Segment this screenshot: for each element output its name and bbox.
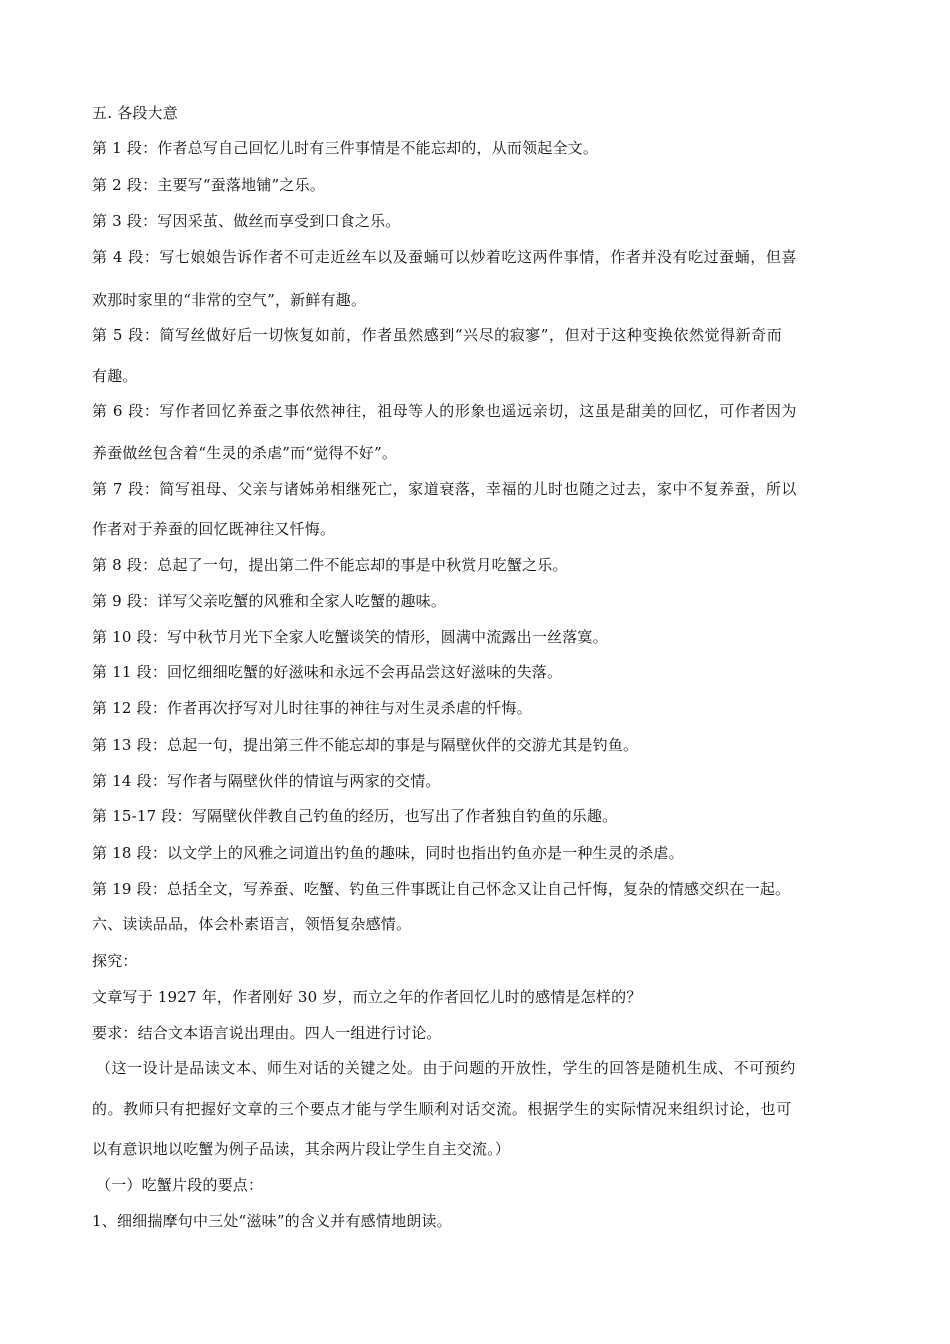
paragraph-summary-18: 第 18 段：以文学上的风雅之词道出钓鱼的趣味，同时也指出钓鱼亦是一种生灵的杀虐。 [92, 844, 684, 862]
paragraph-summary-8: 第 8 段：总起了一句，提出第二件不能忘却的事是中秋赏月吃蟹之乐。 [92, 556, 568, 574]
teaching-note-line-3: 以有意识地以吃蟹为例子品读，其余两片段让学生自主交流。） [92, 1140, 511, 1158]
paragraph-summary-7-line-2: 作者对于养蚕的回忆既神往又忏悔。 [92, 520, 336, 538]
paragraph-summary-6-line-1: 第 6 段：写作者回忆养蚕之事依然神往，祖母等人的形象也遥远亲切，这虽是甜美的回忆，可作者因为 [92, 402, 797, 420]
teaching-note-line-2: 的。教师只有把握好文章的三个要点才能与学生顺利对话交流。根据学生的实际情况来组织讨论，也可 [92, 1100, 792, 1118]
paragraph-summary-4-line-1: 第 4 段：写七娘娘告诉作者不可走近丝车以及蚕蛹可以炒着吃这两件事情，作者并没有吃过蚕蛹，但喜 [92, 248, 797, 266]
explore-label: 探究： [92, 952, 138, 970]
section-5-heading: 五. 各段大意 [92, 104, 178, 122]
paragraph-summary-5-line-2: 有趣。 [92, 367, 138, 385]
crab-point-1: 1、细细揣摩句中三处“滋味”的含义并有感情地朗读。 [92, 1212, 452, 1230]
paragraph-summary-3: 第 3 段：写因采茧、做丝而享受到口食之乐。 [92, 212, 401, 230]
paragraph-summary-15-17: 第 15-17 段：写隔壁伙伴教自己钓鱼的经历，也写出了作者独自钓鱼的乐趣。 [92, 807, 618, 825]
crab-section-heading: （一）吃蟹片段的要点： [96, 1176, 264, 1194]
paragraph-summary-1: 第 1 段：作者总写自己回忆儿时有三件事情是不能忘却的，从而领起全文。 [92, 139, 599, 157]
paragraph-summary-9: 第 9 段：详写父亲吃蟹的风雅和全家人吃蟹的趣味。 [92, 592, 447, 610]
paragraph-summary-5-line-1: 第 5 段：简写丝做好后一切恢复如前，作者虽然感到“兴尽的寂寥”，但对于这种变换依然觉得新奇而 [92, 326, 783, 344]
teaching-note-line-1: （这一设计是品读文本、师生对话的关键之处。由于问题的开放性，学生的回答是随机生成、不可预约 [96, 1059, 796, 1077]
paragraph-summary-14: 第 14 段：写作者与隔壁伙伴的情谊与两家的交情。 [92, 772, 441, 790]
paragraph-summary-4-line-2: 欢那时家里的“非常的空气”，新鲜有趣。 [92, 291, 367, 309]
paragraph-summary-2: 第 2 段：主要写“蚕落地铺”之乐。 [92, 176, 326, 194]
discussion-requirement: 要求：结合文本语言说出理由。四人一组进行讨论。 [92, 1024, 442, 1042]
paragraph-summary-10: 第 10 段：写中秋节月光下全家人吃蟹谈笑的情形，圆满中流露出一丝落寞。 [92, 628, 608, 646]
paragraph-summary-13: 第 13 段：总起一句，提出第三件不能忘却的事是与隔壁伙伴的交游尤其是钓鱼。 [92, 736, 639, 754]
paragraph-summary-7-line-1: 第 7 段：简写祖母、父亲与诸姊弟相继死亡，家道衰落，幸福的儿时也随之过去，家中不复养蚕，所以 [92, 480, 797, 498]
paragraph-summary-6-line-2: 养蚕做丝包含着“生灵的杀虐”而“觉得不好”。 [92, 444, 398, 462]
paragraph-summary-19: 第 19 段：总括全文，写养蚕、吃蟹、钓鱼三件事既让自己怀念又让自己忏悔，复杂的情感交织在一起。 [92, 880, 791, 898]
section-6-heading: 六、读读品品，体会朴素语言，领悟复杂感情。 [92, 915, 412, 933]
paragraph-summary-12: 第 12 段：作者再次抒写对儿时往事的神往与对生灵杀虐的忏悔。 [92, 699, 532, 717]
paragraph-summary-11: 第 11 段：回忆细细吃蟹的好滋味和永远不会再品尝这好滋味的失落。 [92, 663, 563, 681]
explore-question: 文章写于 1927 年，作者刚好 30 岁，而立之年的作者回忆儿时的感情是怎样的？ [92, 988, 642, 1006]
